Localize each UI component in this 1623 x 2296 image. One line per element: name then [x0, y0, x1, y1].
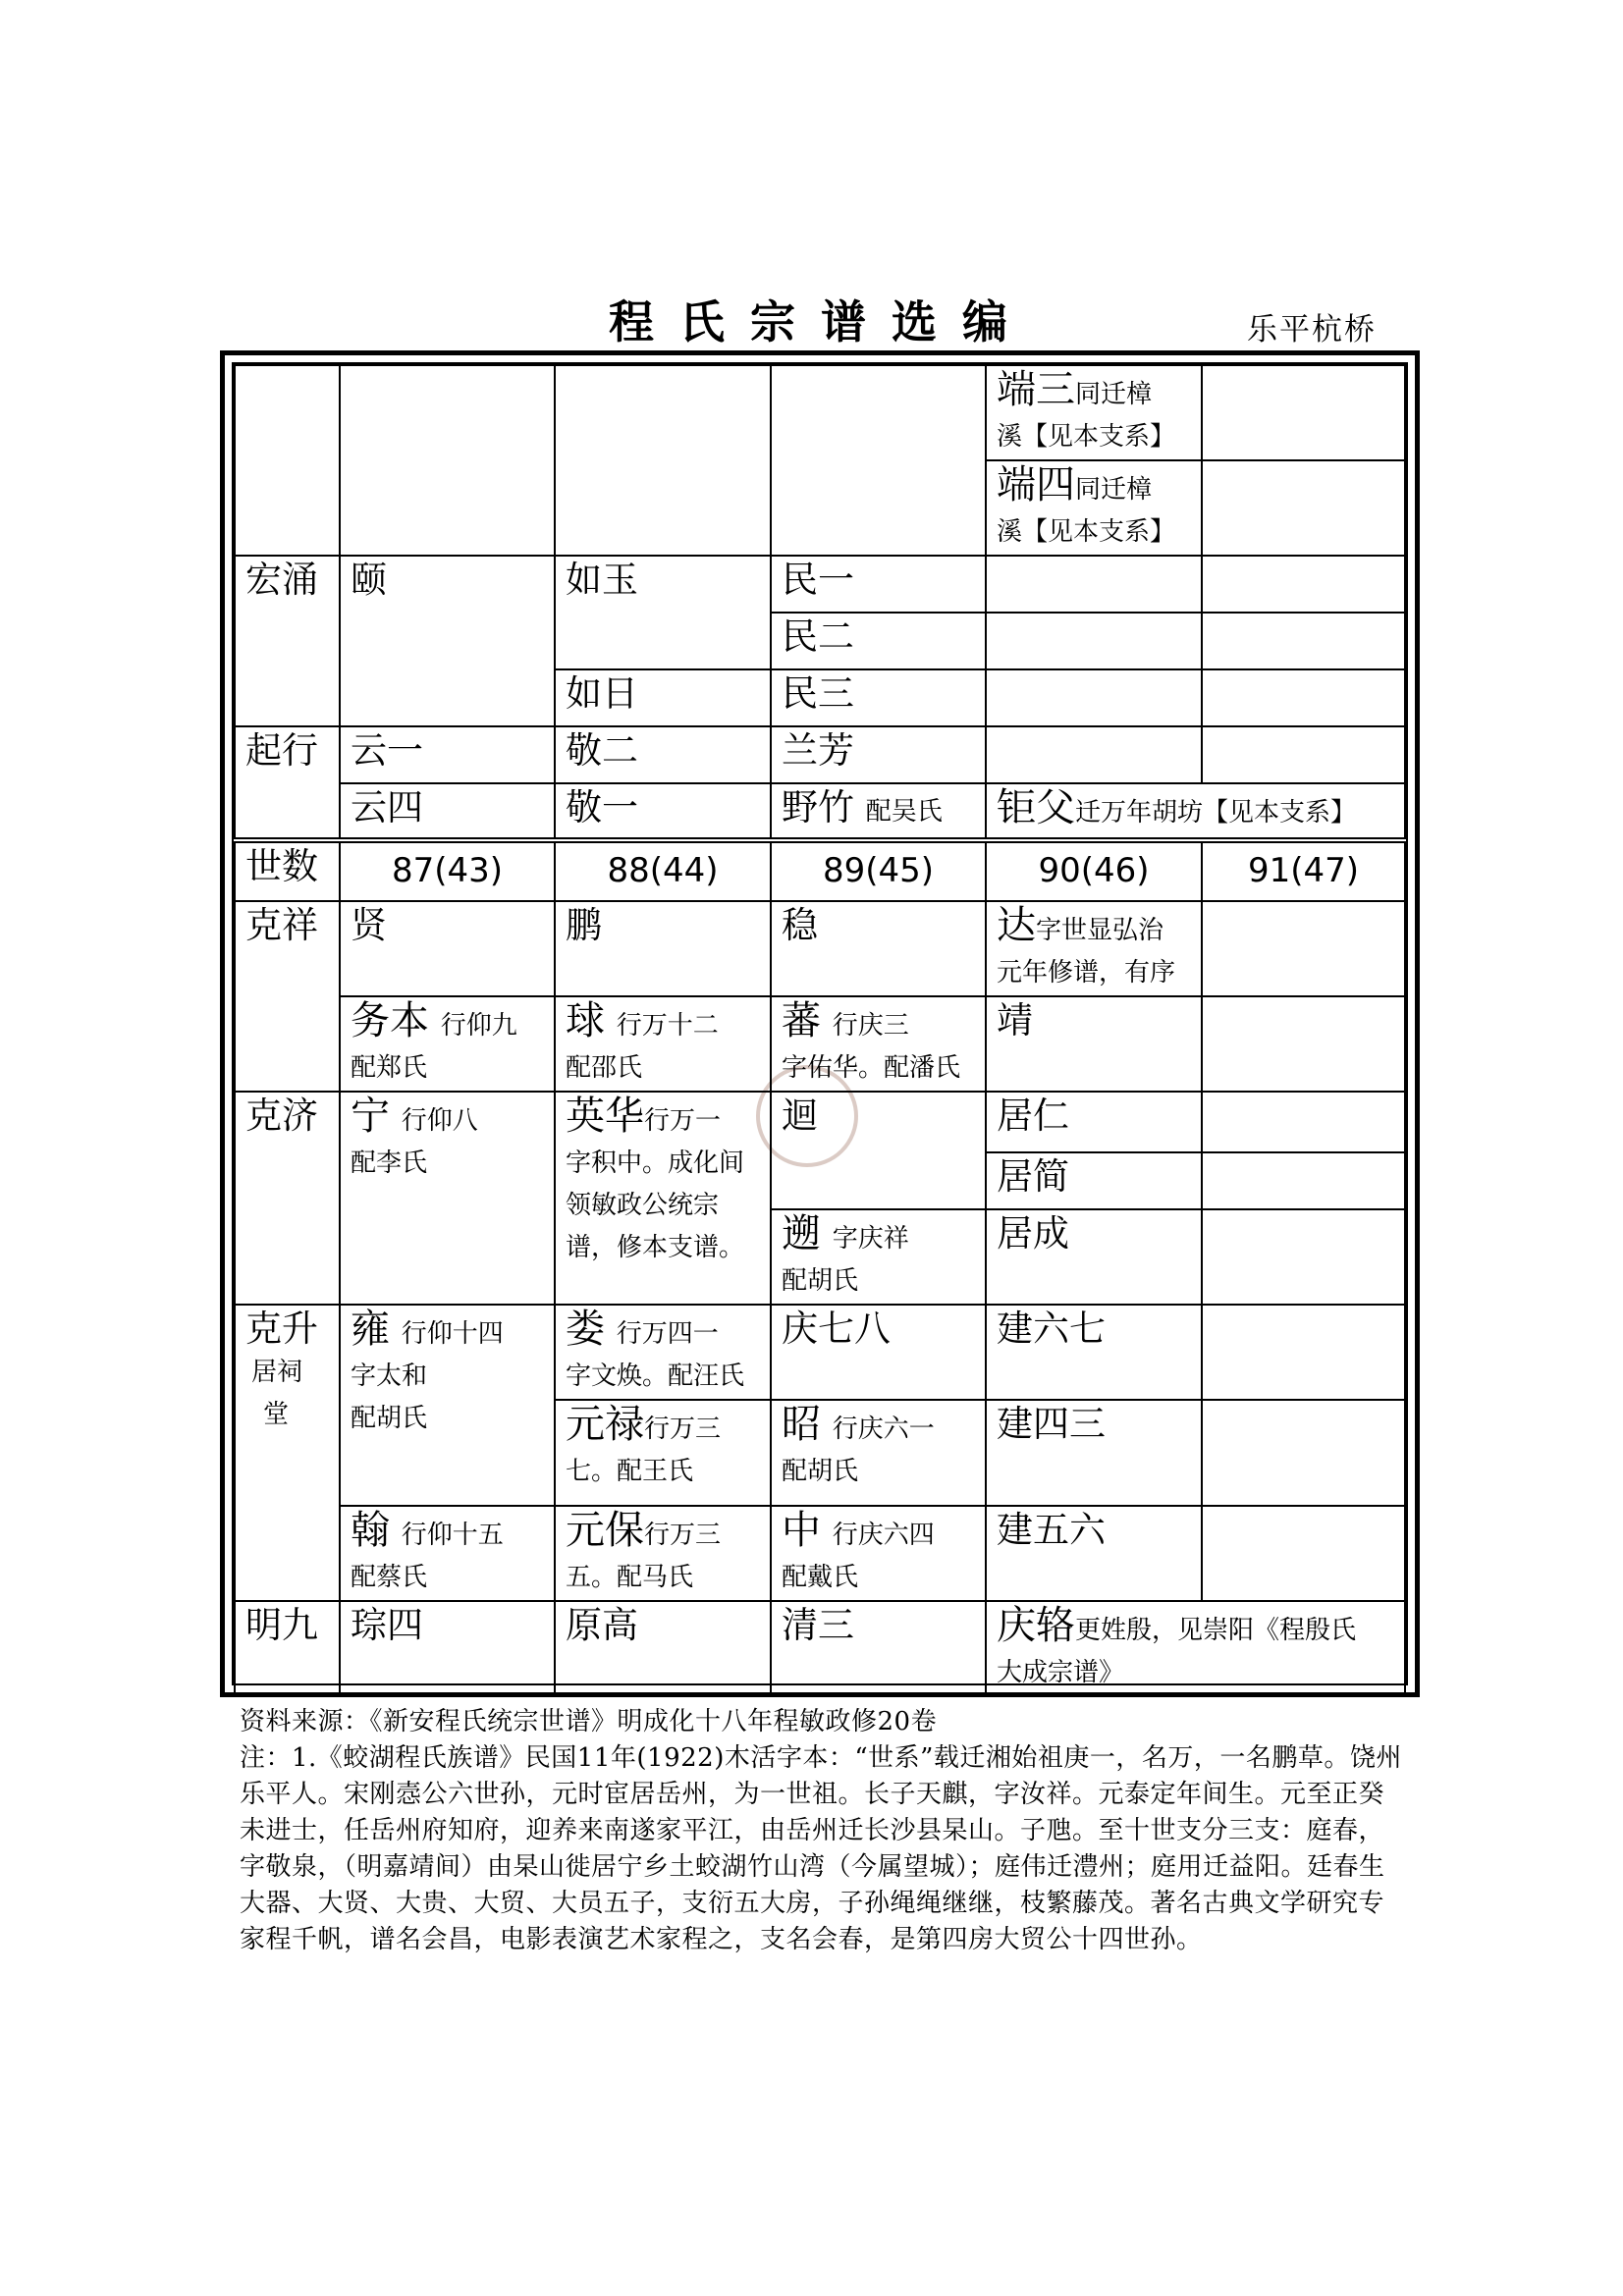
cell-qiu: 球 行万十二 配邵氏: [555, 996, 771, 1092]
annotation-note: 注：1.《蛟湖程氏族谱》民国11年(1922)木活字本：“世系”载迁湘始祖庚一，名万，一名鹏草。饶州乐平人。宋刚悫公六世孙，元时宦居岳州，为一世祖。长子天麒，字汝祥。元泰定年间生。元至正癸未进士，任岳州府知府，迎养来南遂家平江，由岳州迁长沙县杲山。子虺。至十世支分三支：庭春，字敬泉，（明嘉靖间）由杲山徙居宁乡土蛟湖竹山湾（今属望城）；庭伟迁澧州；庭用迁益阳。廷春生大器、大贤、大贵、大贸、大员五子，支衍五大房，子孙绳绳继继，枝繁藤茂。著名古典文学研究专家程千帆，谱名会昌，电影表演艺术家程之，支名会春，是第四房大贸公十四世孙。: [240, 1743, 1402, 1954]
cell-cong-si: 琮四: [340, 1601, 555, 1696]
genealogy-table-frame: [220, 350, 1420, 1697]
cell-min-er: 民二: [771, 613, 986, 669]
cell-qing-78: 庆七八: [771, 1305, 986, 1400]
cell-ruri: 如日: [555, 669, 771, 726]
cell-jing: 靖: [986, 996, 1202, 1092]
location-label: 乐平杭桥: [1247, 312, 1377, 347]
cell-yuanbao: 元保行万三 五。配马氏: [555, 1506, 771, 1601]
cell-han: 翰 行仰十五 配蔡氏: [340, 1506, 555, 1601]
branch-qixing: 起行: [235, 726, 340, 840]
generation-88: 88(44): [555, 840, 771, 901]
cell-qinglu: 庆辂更姓殷，见崇阳《程殷氏 大成宗谱》: [986, 1601, 1405, 1696]
cell-jian-67: 建六七: [986, 1305, 1202, 1400]
cell-jing-yi: 敬一: [555, 783, 771, 840]
cell-min-san: 民三: [771, 669, 986, 726]
cell-yi: 颐: [340, 556, 555, 726]
generation-87: 87(43): [340, 840, 555, 901]
genealogy-table: [234, 364, 1406, 1697]
cell-yuanlu: 元禄行万三 七。配王氏: [555, 1400, 771, 1506]
cell-jing-er: 敬二: [555, 726, 771, 783]
cell-yinghua: 英华行万一 字积中。成化间 领敏政公统宗 谱，修本支谱。: [555, 1092, 771, 1305]
cell-su: 遡 字庆祥 配胡氏: [771, 1209, 986, 1305]
cell-yezhu: 野竹 配吴氏: [771, 783, 986, 840]
cell-da: 达字世显弘治 元年修谱，有序: [986, 901, 1202, 996]
cell-yun-si: 云四: [340, 783, 555, 840]
branch-mingjiu: 明九: [235, 1601, 340, 1696]
source-note: 资料来源：《新安程氏统宗世谱》明成化十八年程敏政修20卷: [240, 1707, 938, 1736]
branch-kesheng: 克升 居祠 堂: [235, 1305, 340, 1601]
cell-yun-yi: 云一: [340, 726, 555, 783]
cell-jucheng: 居成: [986, 1209, 1202, 1305]
cell-yong: 雍 行仰十四 字太和 配胡氏: [340, 1305, 555, 1506]
cell-duan-si: 端四同迁樟 溪【见本支系】: [986, 460, 1202, 556]
cell-xian: 贤: [340, 901, 555, 996]
cell-lanfang: 兰芳: [771, 726, 986, 783]
footnotes: [240, 1704, 1408, 1958]
generation-89: 89(45): [771, 840, 986, 901]
cell-jufu: 钜父迁万年胡坊【见本支系】: [986, 783, 1405, 840]
cell-jian-56: 建五六: [986, 1506, 1202, 1601]
cell-wuben: 务本 行仰九 配郑氏: [340, 996, 555, 1092]
cell-ruyu: 如玉: [555, 556, 771, 669]
generation-label: 世数: [235, 840, 340, 901]
cell-jian-43: 建四三: [986, 1400, 1202, 1506]
generation-91: 91(47): [1202, 840, 1405, 901]
cell-fan: 蕃 行庆三 字佑华。配潘氏: [771, 996, 986, 1092]
cell-peng: 鹏: [555, 901, 771, 996]
cell-zhong: 中 行庆六四 配戴氏: [771, 1506, 986, 1601]
cell-duan-san: 端三同迁樟 溪【见本支系】: [986, 365, 1202, 460]
cell-qing-san: 清三: [771, 1601, 986, 1696]
branch-hongyong: 宏涌: [235, 556, 340, 726]
generation-90: 90(46): [986, 840, 1202, 901]
cell-yuangao: 原高: [555, 1601, 771, 1696]
cell-min-yi: 民一: [771, 556, 986, 613]
branch-kexiang: 克祥: [235, 901, 340, 1092]
cell-wen: 稳: [771, 901, 986, 996]
page-title: 程氏宗谱选编: [609, 295, 1033, 348]
cell-ning: 宁 行仰八 配李氏: [340, 1092, 555, 1305]
cell-lou: 娄 行万四一 字文焕。配汪氏: [555, 1305, 771, 1400]
branch-keji: 克济: [235, 1092, 340, 1305]
cell-hui: 迴: [771, 1092, 986, 1209]
cell-jujian: 居简: [986, 1152, 1202, 1209]
cell-juren: 居仁: [986, 1092, 1202, 1152]
cell-zhao: 昭 行庆六一 配胡氏: [771, 1400, 986, 1506]
